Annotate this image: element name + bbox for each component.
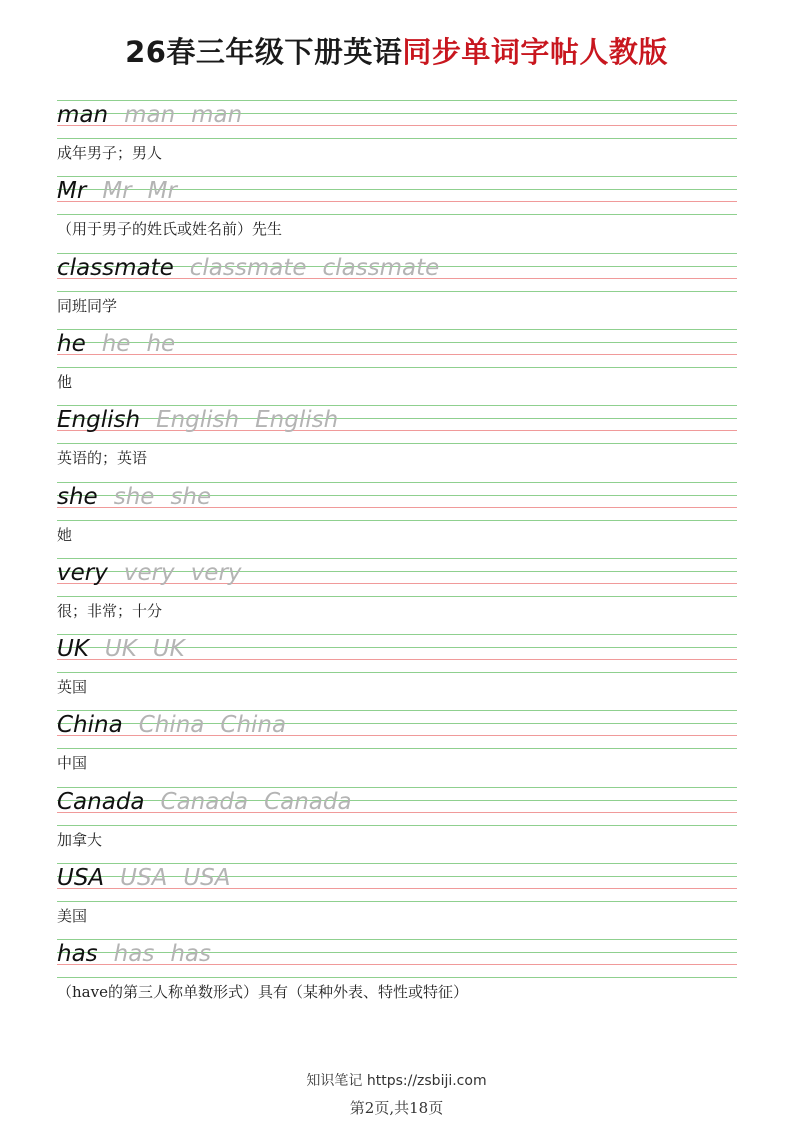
word-line: [57, 176, 177, 206]
word-entry: [0, 482, 793, 558]
english-word: man: [57, 102, 109, 128]
word-entry: [0, 939, 793, 1015]
english-word: UK: [57, 636, 89, 662]
word-entry: [0, 405, 793, 481]
guide-line-green: [57, 596, 737, 597]
word-entry: [0, 100, 793, 176]
trace-word: Mr: [147, 178, 177, 204]
chinese-meaning: 同班同学: [57, 297, 118, 315]
page-title: [0, 30, 793, 74]
chinese-meaning: 成年男子；男人: [57, 144, 163, 162]
trace-word: China: [138, 712, 205, 738]
page-number: 第2页,共18页: [349, 1099, 444, 1117]
title-part-workbook: 同步单词字帖人教版: [402, 35, 668, 69]
english-word: USA: [57, 865, 105, 891]
trace-word: she: [170, 484, 212, 510]
word-line: [57, 710, 286, 740]
chinese-meaning: 他: [57, 373, 73, 391]
trace-word: classmate: [189, 255, 307, 281]
word-entry: [0, 863, 793, 939]
trace-word: very: [123, 560, 175, 586]
word-line: [57, 787, 352, 817]
word-entry: [0, 558, 793, 634]
word-line: [57, 253, 439, 283]
guide-line-green: [57, 443, 737, 444]
trace-word: has: [170, 941, 211, 967]
trace-word: has: [113, 941, 155, 967]
guide-line-green: [57, 748, 737, 749]
trace-word: China: [220, 712, 287, 738]
trace-word: UK: [152, 636, 185, 662]
title-part-grade: 26春三年级下册英语: [125, 35, 403, 69]
english-word: Mr: [57, 178, 87, 204]
word-line: [57, 863, 231, 893]
english-word: very: [57, 560, 108, 586]
guide-line-green: [57, 214, 737, 215]
word-line: [57, 100, 242, 130]
chinese-meaning: 英语的；英语: [57, 449, 148, 467]
word-entry: [0, 710, 793, 786]
trace-word: Canada: [160, 789, 249, 815]
english-word: she: [57, 484, 98, 510]
chinese-meaning: 中国: [57, 754, 88, 772]
guide-line-green: [57, 825, 737, 826]
trace-word: classmate: [322, 255, 440, 281]
guide-line-green: [57, 291, 737, 292]
trace-word: man: [124, 102, 176, 128]
word-entry: [0, 329, 793, 405]
trace-word: English: [255, 407, 339, 433]
chinese-meaning: 美国: [57, 907, 88, 925]
word-line: [57, 482, 211, 512]
trace-word: he: [101, 331, 131, 357]
chinese-meaning: （have的第三人称单数形式）具有（某种外表、特性或特征）: [57, 983, 468, 1001]
trace-word: USA: [120, 865, 168, 891]
trace-word: very: [190, 560, 242, 586]
english-word: China: [57, 712, 123, 738]
english-word: classmate: [57, 255, 174, 281]
guide-line-green: [57, 520, 737, 521]
trace-word: Mr: [102, 178, 132, 204]
chinese-meaning: 加拿大: [57, 831, 103, 849]
trace-word: he: [146, 331, 176, 357]
guide-line-green: [57, 672, 737, 673]
chinese-meaning: （用于男子的姓氏或姓名前）先生: [57, 220, 283, 238]
english-word: he: [57, 331, 86, 357]
guide-line-green: [57, 977, 737, 978]
guide-line-green: [57, 138, 737, 139]
guide-line-green: [57, 901, 737, 902]
word-line: [57, 939, 211, 969]
english-word: Canada: [57, 789, 145, 815]
word-line: [57, 329, 175, 359]
chinese-meaning: 她: [57, 526, 73, 544]
word-entry: [0, 787, 793, 863]
trace-word: she: [113, 484, 155, 510]
word-line: [57, 405, 338, 435]
chinese-meaning: 很；非常；十分: [57, 602, 163, 620]
word-entry: [0, 253, 793, 329]
trace-word: man: [191, 102, 243, 128]
word-entry: [0, 176, 793, 252]
trace-word: English: [156, 407, 240, 433]
word-line: [57, 634, 185, 664]
chinese-meaning: 英国: [57, 678, 88, 696]
guide-line-green: [57, 367, 737, 368]
footer-site: 知识笔记 https://zsbiji.com: [306, 1073, 487, 1089]
word-line: [57, 558, 242, 588]
trace-word: Canada: [264, 789, 352, 815]
trace-word: USA: [183, 865, 231, 891]
english-word: English: [57, 407, 141, 433]
trace-word: UK: [104, 636, 137, 662]
word-entry: [0, 634, 793, 710]
english-word: has: [57, 941, 98, 967]
